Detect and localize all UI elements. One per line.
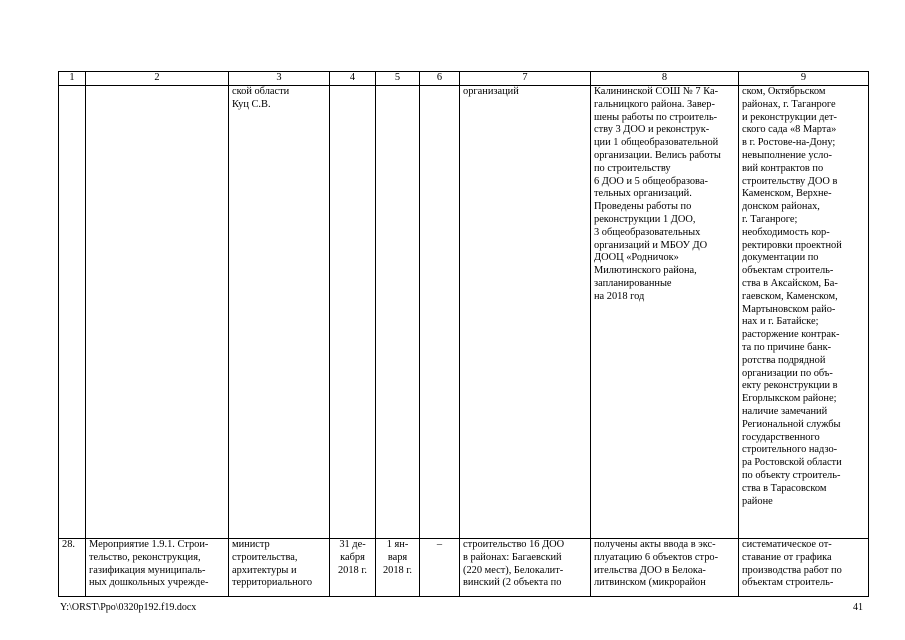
cell-text-line: ДООЦ «Родничок» bbox=[594, 252, 679, 264]
cell-responsible bbox=[229, 86, 330, 539]
cell-text-line: реконструкции 1 ДОО, bbox=[594, 213, 696, 225]
cell-actual-start bbox=[376, 86, 420, 539]
cell-text-line: винский (2 объекта по bbox=[463, 577, 562, 589]
header-col-3: 3 bbox=[229, 72, 330, 86]
cell-text-line: и реконструкции дет- bbox=[742, 111, 838, 123]
cell-text-line: ства в Аксайском, Ба- bbox=[742, 277, 838, 289]
cell-text-line: ском, Октябрьском bbox=[742, 86, 826, 97]
cell-text-line: екту реконструкции в bbox=[742, 380, 838, 392]
cell-text-line: территориального bbox=[232, 577, 313, 589]
cell-text-line: систематическое от- bbox=[742, 539, 832, 550]
cell-actual-end bbox=[420, 539, 460, 597]
cell-text-line: 3 общеобразовательных bbox=[594, 226, 701, 238]
cell-text-line: Региональной службы bbox=[742, 418, 841, 430]
cell-text-line: организации по объ- bbox=[742, 367, 833, 379]
header-col-2: 2 bbox=[86, 72, 229, 86]
cell-text-line: объектам строитель- bbox=[742, 577, 834, 589]
cell-text-line: строительству ДОО в bbox=[742, 175, 838, 187]
cell-text-line: производства работ по bbox=[742, 564, 842, 576]
cell-text-line: тельство, реконструкция, bbox=[89, 551, 201, 563]
cell-activity bbox=[86, 539, 229, 597]
cell-text-line: объектам строитель- bbox=[742, 265, 834, 277]
cell-text-line: ректировки проектной bbox=[742, 239, 842, 251]
header-col-7: 7 bbox=[460, 72, 591, 86]
report-table bbox=[58, 71, 869, 597]
cell-problems bbox=[739, 539, 869, 597]
cell-text-line: литвинском (микрорайон bbox=[594, 577, 706, 589]
cell-text-line: 28. bbox=[62, 539, 75, 550]
cell-text-line: нах и г. Батайске; bbox=[742, 316, 819, 328]
cell-text-line: районе bbox=[742, 495, 773, 507]
cell-text-line: наличие замечаний bbox=[742, 405, 828, 417]
cell-text-line: та по причине банк- bbox=[742, 341, 832, 353]
cell-text-line: 31 де- bbox=[339, 539, 366, 550]
cell-problems bbox=[739, 86, 869, 539]
cell-text-line: Егорлыкском районе; bbox=[742, 393, 837, 405]
cell-text-line: донском районах, bbox=[742, 201, 820, 213]
cell-planned-result bbox=[460, 539, 591, 597]
cell-text-line: необходимость кор- bbox=[742, 226, 830, 238]
footer-file-path: Y:\ORST\Ppo\0320p192.f19.docx bbox=[60, 602, 197, 613]
cell-actual-result bbox=[591, 86, 739, 539]
cell-text-line: ского сада «8 Марта» bbox=[742, 124, 837, 136]
cell-number bbox=[59, 539, 86, 597]
cell-responsible bbox=[229, 539, 330, 597]
cell-text-line: ставание от графика bbox=[742, 551, 832, 563]
cell-text-line: гальницкого района. Завер- bbox=[594, 98, 715, 110]
cell-activity bbox=[86, 86, 229, 539]
cell-planned-result bbox=[460, 86, 591, 539]
cell-text-line: ных дошкольных учрежде- bbox=[89, 577, 209, 589]
cell-text-line: запланированные bbox=[594, 277, 672, 289]
cell-text-line: плуатацию 6 объектов стро- bbox=[594, 551, 719, 563]
cell-text-line: на 2018 год bbox=[594, 290, 645, 302]
cell-text-line: документации по bbox=[742, 252, 819, 264]
cell-text-line: по строительству bbox=[594, 162, 671, 174]
header-col-9: 9 bbox=[739, 72, 869, 86]
cell-text-line: ской области bbox=[232, 86, 290, 97]
cell-text-line: 1 ян- bbox=[386, 539, 409, 550]
cell-text-line: ротства подрядной bbox=[742, 354, 826, 366]
cell-text-line: шены работы по строитель- bbox=[594, 111, 718, 123]
cell-text-line: организаций и МБОУ ДО bbox=[594, 239, 708, 251]
header-col-5: 5 bbox=[376, 72, 420, 86]
cell-text-line: в г. Ростове-на-Дону; bbox=[742, 137, 836, 149]
cell-text-line: ства в Тарасовском bbox=[742, 482, 827, 494]
cell-text-line: организации. Велись работы bbox=[594, 149, 721, 161]
header-col-6: 6 bbox=[420, 72, 460, 86]
cell-text-line: Каменском, Верхне- bbox=[742, 188, 832, 200]
table-header-row bbox=[59, 72, 869, 86]
cell-text-line: в районах: Багаевский bbox=[463, 551, 562, 563]
header-col-1: 1 bbox=[59, 72, 86, 86]
cell-text-line: невыполнение усло- bbox=[742, 149, 833, 161]
cell-text-line: (220 мест), Белокалит- bbox=[463, 564, 564, 576]
cell-text-line: ра Ростовской области bbox=[742, 457, 842, 469]
cell-text-line: строительства, bbox=[232, 551, 298, 563]
cell-number bbox=[59, 86, 86, 539]
cell-text-line: министр bbox=[232, 539, 270, 550]
cell-actual-result bbox=[591, 539, 739, 597]
cell-text-line: тельных организаций. bbox=[594, 188, 692, 200]
cell-text-line: Милютинского района, bbox=[594, 265, 697, 277]
cell-text-line: г. Таганроге; bbox=[742, 213, 798, 225]
table-row-continuation bbox=[59, 86, 869, 539]
cell-text-line: Проведены работы по bbox=[594, 201, 692, 213]
cell-text-line: ции 1 общеобразовательной bbox=[594, 137, 719, 149]
cell-text-line: 6 ДОО и 5 общеобразова- bbox=[594, 175, 708, 187]
cell-text-line: расторжение контрак- bbox=[742, 329, 840, 341]
cell-text-line: 2018 г. bbox=[382, 564, 413, 576]
cell-text-line: вий контрактов по bbox=[742, 162, 824, 174]
footer-page-number: 41 bbox=[853, 602, 863, 613]
cell-text-line: 2018 г. bbox=[337, 564, 368, 576]
cell-text-line: по объекту строитель- bbox=[742, 469, 841, 481]
cell-text-line: Калининской СОШ № 7 Ка- bbox=[594, 86, 719, 97]
cell-text-line: организаций bbox=[463, 86, 519, 97]
cell-text-line: строительного надзо- bbox=[742, 444, 838, 456]
header-col-8: 8 bbox=[591, 72, 739, 86]
cell-text-line: ству 3 ДОО и реконструк- bbox=[594, 124, 710, 136]
cell-planned-date bbox=[330, 86, 376, 539]
cell-text-line: Мероприятие 1.9.1. Строи- bbox=[89, 539, 209, 550]
cell-text-line: архитектуры и bbox=[232, 564, 297, 576]
cell-text-line: получены акты ввода в экс- bbox=[594, 539, 716, 550]
cell-text-line: гаевском, Каменском, bbox=[742, 290, 838, 302]
cell-text-line: Мартыновском райо- bbox=[742, 303, 836, 315]
cell-text-line: – bbox=[436, 539, 443, 550]
cell-text-line: строительство 16 ДОО bbox=[463, 539, 565, 550]
cell-planned-date bbox=[330, 539, 376, 597]
cell-text-line: государственного bbox=[742, 431, 820, 443]
cell-text-line: Куц С.В. bbox=[232, 98, 271, 110]
cell-actual-start bbox=[376, 539, 420, 597]
cell-text-line: ительства ДОО в Белока- bbox=[594, 564, 706, 576]
cell-text-line: кабря bbox=[340, 551, 365, 563]
cell-text-line: районах, г. Таганроге bbox=[742, 98, 836, 110]
header-col-4: 4 bbox=[330, 72, 376, 86]
table-row-28 bbox=[59, 539, 869, 597]
cell-text-line: газификация муниципаль- bbox=[89, 564, 206, 576]
cell-actual-end bbox=[420, 86, 460, 539]
cell-text-line: варя bbox=[387, 551, 408, 563]
